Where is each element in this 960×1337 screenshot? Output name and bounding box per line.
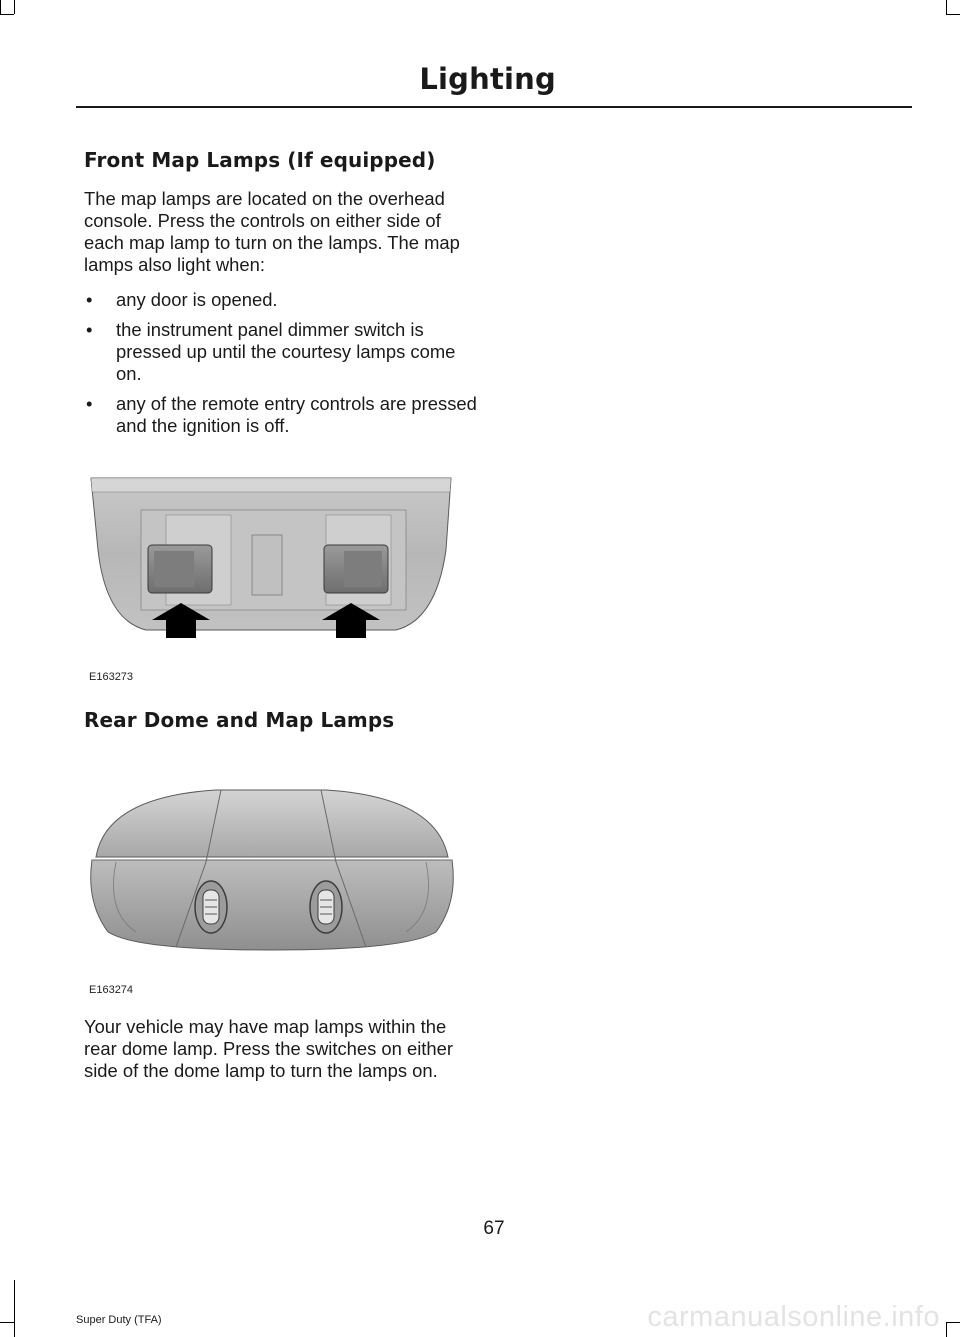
- front-map-lamps-illustration: [86, 470, 456, 650]
- body-paragraph: Your vehicle may have map lamps within the rear dome lamp. Press the switches on either side of the dome lamp to turn the lamps on.: [84, 1016, 453, 1081]
- figure-code: E163273: [89, 671, 134, 683]
- watermark: carmanualsonline.info: [647, 1301, 940, 1333]
- crop-mark: [0, 14, 14, 15]
- list-item: [84, 289, 479, 311]
- section-front-map-lamps: [84, 148, 479, 445]
- intro-paragraph: The map lamps are located on the overhead console. Press the controls on either side of each map lamp to turn on the lamps. The map lamps also light when:: [84, 188, 460, 275]
- crop-mark: [946, 1322, 960, 1323]
- crop-mark: [946, 0, 947, 14]
- list-item: [84, 319, 479, 385]
- conditions-list: [84, 289, 479, 437]
- list-item-text: any door is opened.: [116, 289, 278, 310]
- crop-mark: [946, 1322, 947, 1337]
- bullet-marker: •: [86, 393, 93, 414]
- rear-dome-lamp-illustration: [86, 782, 456, 952]
- crop-mark: [0, 1322, 14, 1323]
- list-item-text: the instrument panel dimmer switch is pressed up until the courtesy lamps come on.: [116, 319, 456, 384]
- section-heading: Front Map Lamps (If equipped): [84, 148, 436, 172]
- header-divider: [76, 106, 912, 108]
- crop-mark: [0, 0, 1, 14]
- page-number: 67: [483, 1218, 505, 1239]
- page-title: Lighting: [419, 62, 556, 96]
- bullet-marker: •: [86, 289, 93, 310]
- crop-mark: [946, 14, 960, 15]
- list-item-text: any of the remote entry controls are pressed and the ignition is off.: [116, 393, 477, 436]
- list-item: [84, 393, 479, 437]
- bullet-marker: •: [86, 319, 93, 340]
- footer-model: Super Duty (TFA): [76, 1314, 162, 1326]
- crop-mark: [14, 1280, 15, 1337]
- figure-code: E163274: [89, 984, 134, 996]
- crop-mark: [14, 0, 15, 14]
- section-heading: Rear Dome and Map Lamps: [84, 708, 395, 732]
